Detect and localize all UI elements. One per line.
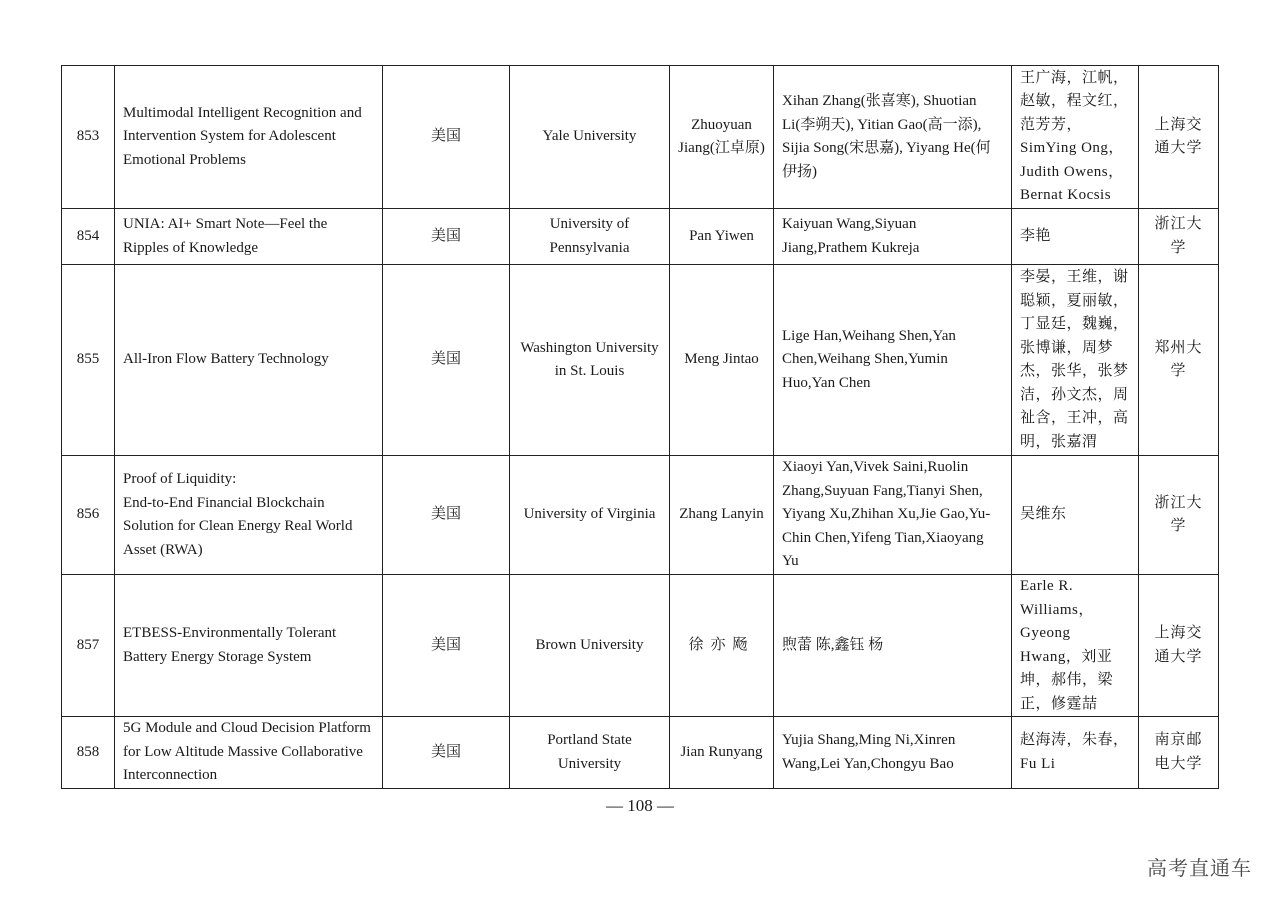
advisors: 李艳 [1012, 209, 1139, 265]
team-members: Lige Han,Weihang Shen,Yan Chen,Weihang Shen,Yumin Huo,Yan Chen [774, 265, 1012, 456]
row-number: 857 [62, 575, 115, 717]
supervisor: Pan Yiwen [670, 209, 774, 265]
supervisor: 徐亦飏 [670, 575, 774, 717]
table-row [62, 265, 1219, 456]
university: Washington University in St. Louis [510, 265, 670, 456]
university: University of Pennsylvania [510, 209, 670, 265]
supervisor: Meng Jintao [670, 265, 774, 456]
row-number: 856 [62, 456, 115, 575]
team-members: 煦蕾 陈,鑫钰 杨 [774, 575, 1012, 717]
watermark: 高考直通车 [1147, 856, 1252, 880]
page-number: — 108 — [606, 796, 674, 815]
project-title: UNIA: AI+ Smart Note—Feel the Ripples of Knowledge [115, 209, 383, 265]
row-number: 853 [62, 66, 115, 209]
country: 美国 [383, 456, 510, 575]
advisors: 王广海，江帆，赵敏，程文红，范芳芳，SimYing Ong，Judith Owens，Bernat Kocsis [1012, 66, 1139, 209]
home-university: 南京邮电大学 [1139, 717, 1219, 789]
home-university: 上海交通大学 [1139, 66, 1219, 209]
university: University of Virginia [510, 456, 670, 575]
table-row [62, 456, 1219, 575]
project-title: ETBESS-Environmentally Tolerant Battery Energy Storage System [115, 575, 383, 717]
university: Yale University [510, 66, 670, 209]
home-university: 郑州大学 [1139, 265, 1219, 456]
supervisor: Zhang Lanyin [670, 456, 774, 575]
table-row [62, 209, 1219, 265]
projects-table [61, 65, 1219, 789]
table-row [62, 717, 1219, 789]
team-members: Xihan Zhang(张喜寒), Shuotian Li(李朔天), Yitian Gao(高一添), Sijia Song(宋思嘉), Yiyang He(何伊扬) [774, 66, 1012, 209]
advisors: 赵海涛，朱春，Fu Li [1012, 717, 1139, 789]
country: 美国 [383, 66, 510, 209]
advisors: 李晏，王维，谢聪颖，夏丽敏，丁显廷，魏巍，张博谦，周梦杰，张华，张梦洁，孙文杰，周祉含，王冲，高明，张嘉渭 [1012, 265, 1139, 456]
supervisor: Zhuoyuan Jiang(江卓原) [670, 66, 774, 209]
advisors: Earle R. Williams，Gyeong Hwang，刘亚坤，郝伟，梁正，修霆喆 [1012, 575, 1139, 717]
project-title: All-Iron Flow Battery Technology [115, 265, 383, 456]
supervisor: Jian Runyang [670, 717, 774, 789]
country: 美国 [383, 717, 510, 789]
row-number: 854 [62, 209, 115, 265]
team-members: Yujia Shang,Ming Ni,Xinren Wang,Lei Yan,Chongyu Bao [774, 717, 1012, 789]
project-title-text: Proof of Liquidity: End-to-End Financial Blockchain Solution for Clean Energy Real World Asset (RWA) [123, 471, 353, 558]
university: Portland State University [510, 717, 670, 789]
home-university: 上海交通大学 [1139, 575, 1219, 717]
team-members: Xiaoyi Yan,Vivek Saini,Ruolin Zhang,Suyuan Fang,Tianyi Shen, Yiyang Xu,Zhihan Xu,Jie Gao,Yu-Chin Chen,Yifeng Tian,Xiaoyang Yu [774, 456, 1012, 575]
home-university: 浙江大学 [1139, 456, 1219, 575]
advisors: 吴维东 [1012, 456, 1139, 575]
university: Brown University [510, 575, 670, 717]
team-members: Kaiyuan Wang,Siyuan Jiang,Prathem Kukreja [774, 209, 1012, 265]
project-title [115, 456, 383, 575]
table-row [62, 575, 1219, 717]
table-row [62, 66, 1219, 209]
row-number: 855 [62, 265, 115, 456]
country: 美国 [383, 209, 510, 265]
row-number: 858 [62, 717, 115, 789]
country: 美国 [383, 575, 510, 717]
country: 美国 [383, 265, 510, 456]
home-university: 浙江大学 [1139, 209, 1219, 265]
project-title: Multimodal Intelligent Recognition and Intervention System for Adolescent Emotional Problems [115, 66, 383, 209]
project-title: 5G Module and Cloud Decision Platform for Low Altitude Massive Collaborative Interconnection [115, 717, 383, 789]
